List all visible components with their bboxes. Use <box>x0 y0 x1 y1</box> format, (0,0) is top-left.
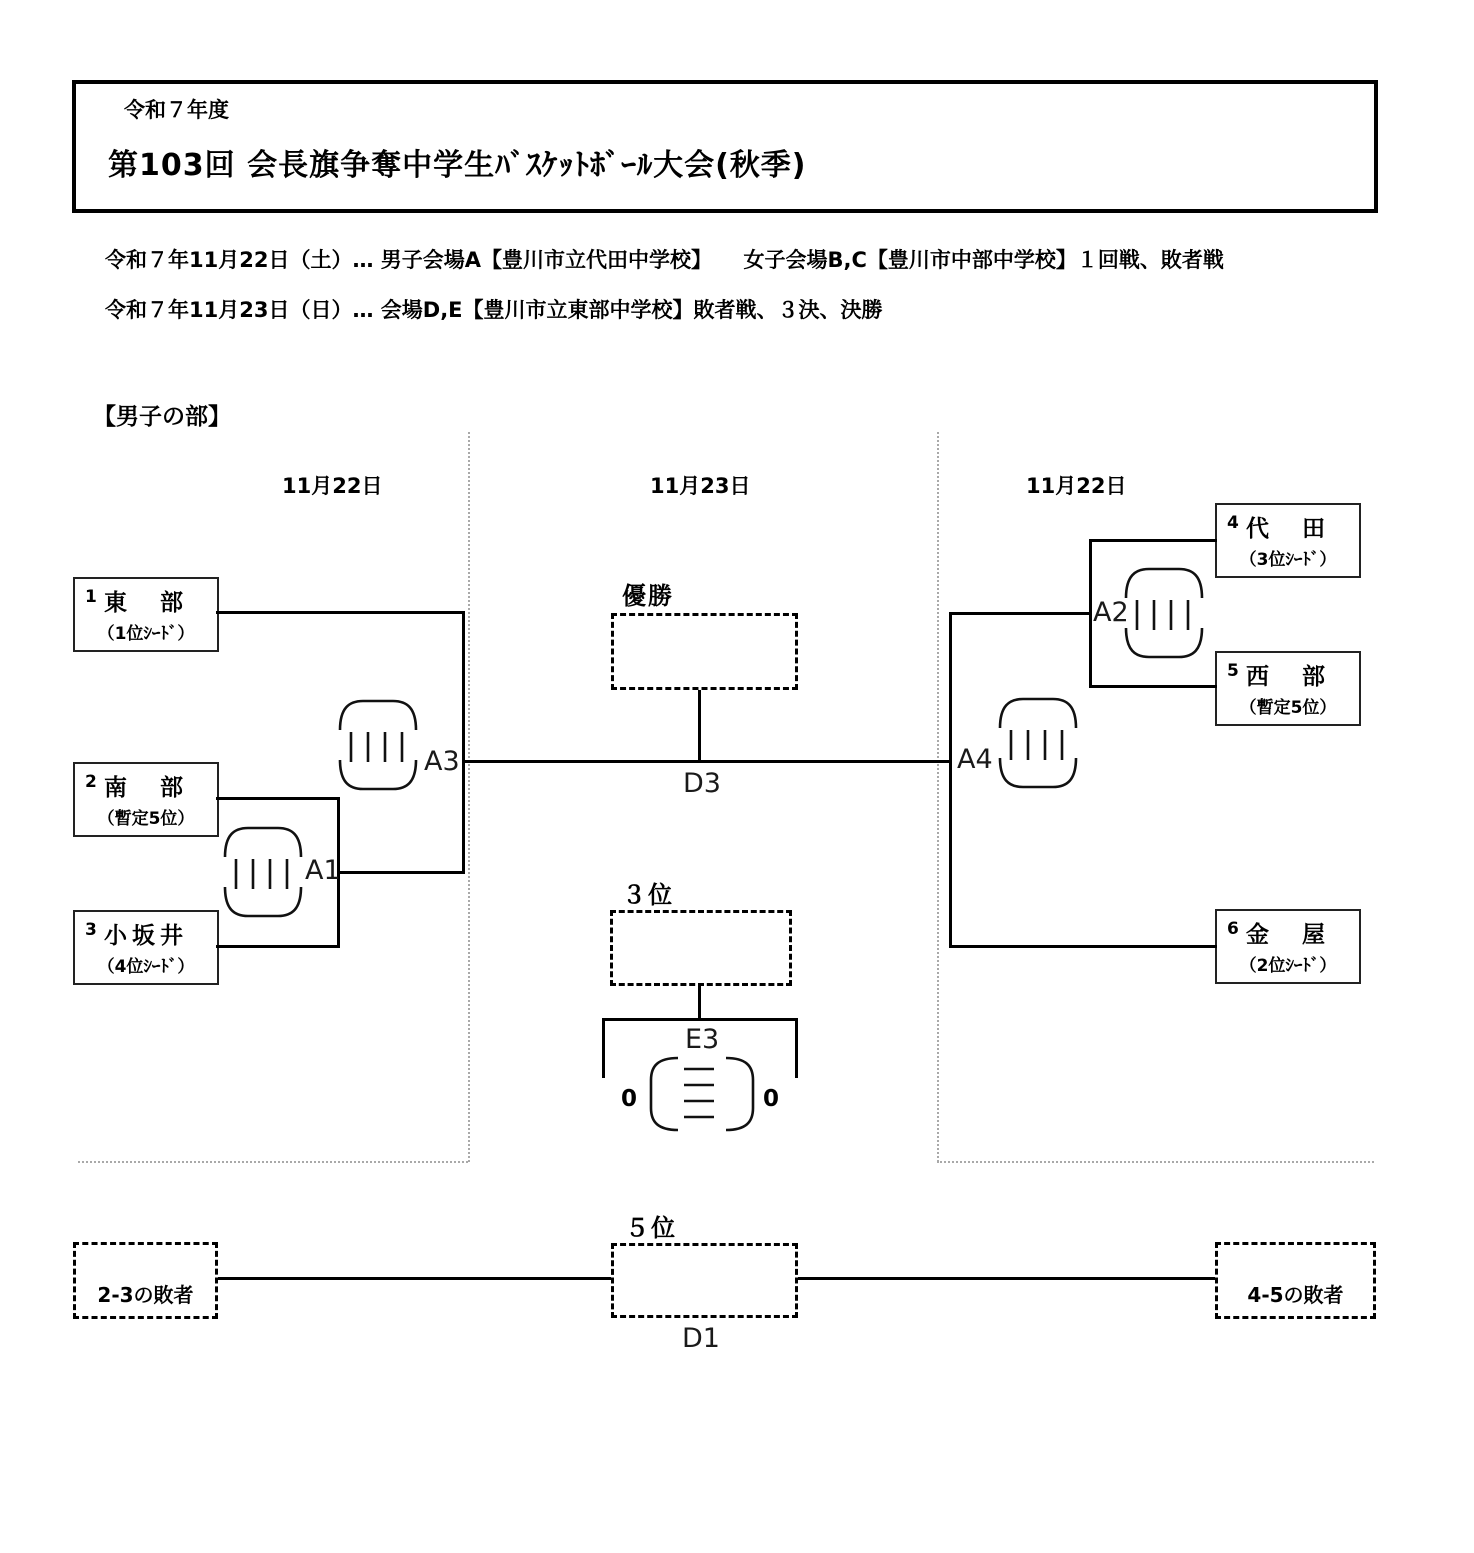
connector-team1 <box>216 611 465 614</box>
match-symbol-a4-icon <box>996 694 1080 792</box>
loser-box-2-3 <box>73 1242 218 1319</box>
divider-vertical-left <box>468 432 470 1162</box>
divider-bottom-left <box>78 1161 468 1163</box>
match-label-e3: E3 <box>685 1024 720 1055</box>
connector-third-stub-left <box>602 1018 605 1078</box>
connector-third-stub-right <box>795 1018 798 1078</box>
champion-label: 優勝 <box>622 582 674 610</box>
match-symbol-e3-icon <box>646 1053 758 1135</box>
team-number: 6 <box>1227 919 1239 939</box>
team-name: 金 屋 <box>1246 922 1330 948</box>
date-header-right: 11月22日 <box>1026 474 1127 498</box>
team-seed: （4位ｼｰﾄﾞ） <box>97 957 195 977</box>
connector-a2-winner <box>949 612 1092 615</box>
team-name: 西 部 <box>1246 664 1330 690</box>
divider-bottom-right <box>937 1161 1374 1163</box>
e3-score-left: 0 <box>621 1086 638 1112</box>
title-box <box>72 80 1378 213</box>
e3-score-right: 0 <box>763 1086 780 1112</box>
connector-a3-vertical <box>462 611 465 874</box>
champion-result-box <box>611 613 798 690</box>
team-seed: （3位ｼｰﾄﾞ） <box>1239 550 1337 570</box>
team-seed: （2位ｼｰﾄﾞ） <box>1239 956 1337 976</box>
match-label-a2: A2 <box>1093 597 1129 628</box>
section-label-boys: 【男子の部】 <box>93 404 231 430</box>
team-number: 3 <box>85 920 97 940</box>
connector-fifth-right <box>796 1277 1216 1280</box>
match-label-d1: D1 <box>682 1323 720 1354</box>
connector-third-drop <box>698 985 701 1021</box>
connector-a1-winner <box>337 871 465 874</box>
team-name: 代 田 <box>1246 516 1330 542</box>
loser-label: 2-3の敗者 <box>97 1283 194 1307</box>
connector-team5 <box>1089 685 1217 688</box>
tournament-title: 第103回 会長旗争奪中学生ﾊﾞｽｹｯﾄﾎﾞｰﾙ大会(秋季) <box>108 148 807 183</box>
team-name: 小坂井 <box>104 923 188 949</box>
connector-a4-vertical <box>949 612 952 948</box>
team-number: 2 <box>85 772 97 792</box>
team-box-2-nanbu <box>73 762 219 837</box>
fiscal-year-label: 令和７年度 <box>124 98 229 122</box>
match-symbol-a1-icon <box>221 823 305 921</box>
connector-fifth-left <box>217 1277 612 1280</box>
team-box-5-seibu <box>1215 651 1361 726</box>
team-name: 東 部 <box>104 590 188 616</box>
third-place-result-box <box>610 910 792 986</box>
match-label-a4: A4 <box>957 744 993 775</box>
team-box-4-shirota <box>1215 503 1361 578</box>
connector-final-d3 <box>462 760 952 763</box>
connector-team2 <box>216 797 340 800</box>
match-label-a1: A1 <box>305 855 341 886</box>
divider-vertical-right <box>937 432 939 1162</box>
match-symbol-a3-icon <box>336 696 420 794</box>
team-name: 南 部 <box>104 775 188 801</box>
connector-team3 <box>216 945 340 948</box>
team-number: 1 <box>85 587 97 607</box>
loser-box-4-5 <box>1215 1242 1376 1319</box>
loser-label: 4-5の敗者 <box>1247 1283 1344 1307</box>
team-box-6-kanaya <box>1215 909 1361 984</box>
connector-team4 <box>1089 539 1217 542</box>
team-box-1-tobu <box>73 577 219 652</box>
team-number: 5 <box>1227 661 1239 681</box>
match-label-a3: A3 <box>424 746 460 777</box>
connector-champion-drop <box>698 689 701 763</box>
schedule-line-1: 令和７年11月22日（土）… 男子会場A【豊川市立代田中学校】 女子会場B,C【豊川市中部中学校】１回戦、敗者戦 <box>105 248 1224 272</box>
fifth-place-label: ５位 <box>625 1214 677 1242</box>
connector-third-bar <box>602 1018 798 1021</box>
team-seed: （暫定5位） <box>1239 698 1337 718</box>
team-seed: （1位ｼｰﾄﾞ） <box>97 624 195 644</box>
fifth-place-result-box <box>611 1243 798 1318</box>
team-number: 4 <box>1227 513 1239 533</box>
connector-team6 <box>949 945 1217 948</box>
schedule-line-2: 令和７年11月23日（日）… 会場D,E【豊川市立東部中学校】敗者戦、３決、決勝 <box>105 298 883 322</box>
match-symbol-a2-icon <box>1122 564 1206 662</box>
team-box-3-kozakai <box>73 910 219 985</box>
date-header-left: 11月22日 <box>282 474 383 498</box>
third-place-label: ３位 <box>622 881 674 909</box>
match-label-d3: D3 <box>683 768 721 799</box>
date-header-center: 11月23日 <box>650 474 751 498</box>
team-seed: （暫定5位） <box>97 809 195 829</box>
